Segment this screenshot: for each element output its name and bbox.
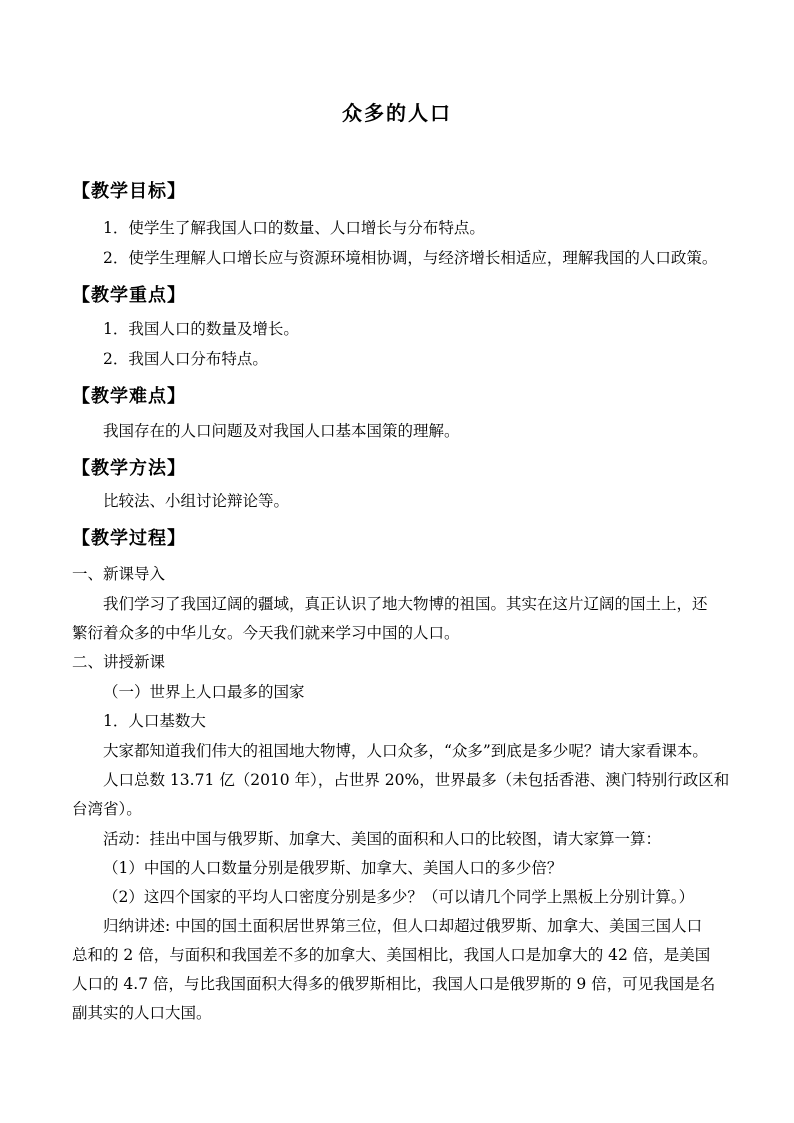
process-line-16: 副其实的人口大国。 xyxy=(72,1004,212,1022)
process-line-12: （2）这四个国家的平均人口密度分别是多少？（可以请几个同学上黑板上分别计算。） xyxy=(103,888,695,906)
heading-key-points: 【教学重点】 xyxy=(72,285,186,306)
process-line-14: 总和的 2 倍，与面积和我国差不多的加拿大、美国相比，我国人口是加拿大的 42 倍，是美国 xyxy=(72,946,711,964)
process-line-15: 人口的 4.7 倍，与比我国面积大得多的俄罗斯相比，我国人口是俄罗斯的 9 倍，可见我国是名 xyxy=(72,975,716,993)
difficulties-text: 我国存在的人口问题及对我国人口基本国策的理解。 xyxy=(103,422,460,440)
process-line-2: 我们学习了我国辽阔的疆域，真正认识了地大物博的祖国。其实在这片辽阔的国土上，还 xyxy=(103,595,708,613)
heading-objectives: 【教学目标】 xyxy=(72,181,186,202)
process-line-3: 繁衍着众多的中华儿女。今天我们就来学习中国的人口。 xyxy=(72,624,460,642)
methods-text: 比较法、小组讨论辩论等。 xyxy=(103,492,290,510)
process-line-7: 大家都知道我们伟大的祖国地大物博，人口众多，“众多”到底是多少呢？请大家看课本。 xyxy=(103,742,708,760)
process-line-4: 二、讲授新课 xyxy=(72,653,166,671)
process-line-13: 归纳讲述: 中国的国土面积居世界第三位，但人口却超过俄罗斯、加拿大、美国三国人口 xyxy=(103,917,703,935)
process-line-8: 人口总数 13.71 亿（2010 年），占世界 20%，世界最多（未包括香港、澳门特别行政区和 xyxy=(103,771,730,789)
process-line-5: （一）世界上人口最多的国家 xyxy=(103,683,305,701)
key-point-item-1: 1．我国人口的数量及增长。 xyxy=(103,320,299,338)
document-title: 众多的人口 xyxy=(342,101,452,125)
process-line-10: 活动：挂出中国与俄罗斯、加拿大、美国的面积和人口的比较图，请大家算一算： xyxy=(103,830,662,848)
process-line-1: 一、新课导入 xyxy=(72,565,166,583)
heading-process: 【教学过程】 xyxy=(72,528,186,549)
process-line-9: 台湾省）。 xyxy=(72,800,142,818)
objective-item-1: 1．使学生了解我国人口的数量、人口增长与分布特点。 xyxy=(103,219,485,237)
heading-methods: 【教学方法】 xyxy=(72,458,186,479)
process-line-6: 1．人口基数大 xyxy=(103,712,206,730)
process-line-11: （1）中国的人口数量分别是俄罗斯、加拿大、美国人口的多少倍？ xyxy=(103,859,563,877)
key-point-item-2: 2．我国人口分布特点。 xyxy=(103,350,268,368)
heading-difficulties: 【教学难点】 xyxy=(72,386,186,407)
objective-item-2: 2．使学生理解人口增长应与资源环境相协调，与经济增长相适应，理解我国的人口政策。 xyxy=(103,249,718,267)
